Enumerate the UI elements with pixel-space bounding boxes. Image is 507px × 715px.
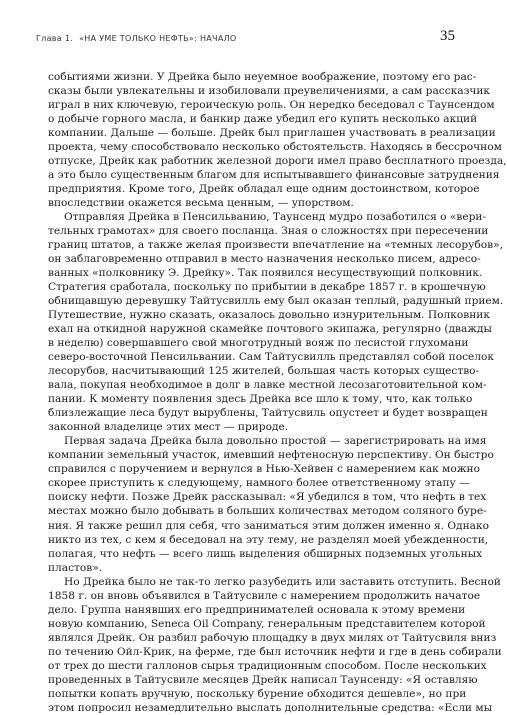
text-line: местах можно было добывать в больших количествах методом соляного буре- — [48, 505, 487, 518]
text-line: компании. Дальше — больше. Дрейк был приглашен участвовать в реализации — [48, 127, 496, 140]
text-line: новую компанию, Seneca Oil Company, генеральным представителем которой — [48, 617, 486, 630]
text-line: дело. Группа нанявших его предпринимателей основала к этому времени — [48, 603, 466, 616]
text-line: попытки копать вручную, поскольку бурение обходится дешевле», но при — [48, 687, 467, 700]
running-head — [36, 34, 237, 43]
text-line: он заблаговременно отправил в место назначения несколько писем, адресо- — [48, 253, 481, 266]
text-line: проекта, чему способствовало несколько обстоятельств. Находясь в бессрочном — [48, 141, 502, 154]
paragraph — [48, 575, 502, 715]
text-line: поиску нефти. Позже Дрейк рассказывал: «Я убедился в том, что нефть в тех — [48, 491, 487, 504]
text-line: Отправляя Дрейка в Пенсильванию, Таунсенд мудро позаботился о «вери- — [64, 211, 487, 224]
paragraph — [48, 210, 504, 434]
text-line: отпуске, Дрейк как работник железной дороги имел право бесплатного проезда, — [48, 155, 507, 168]
text-line: Первая задача Дрейка была довольно простой — зарегистрировать на имя — [64, 435, 487, 448]
text-line: границ штатов, а также желая произвести впечатление на «темных лесорубов», — [48, 239, 503, 252]
text-line: Стратегия сработала, поскольку по прибытии в декабре 1857 г. в крошечную — [48, 281, 486, 294]
text-line: 1858 г. он вновь объявился в Тайтусвиле с намерением продолжить начатое — [48, 589, 481, 602]
text-line: ния. Я также решил для себя, что заниматься этим должен именно я. Однако — [48, 519, 489, 532]
chapter-title: «НА УМЕ ТОЛЬКО НЕФТЬ»: НАЧАЛО — [79, 34, 237, 43]
text-line: от трех до шести галлонов сырья традиционным способом. После нескольких — [48, 659, 487, 672]
text-line: этом попросил незамедлительно выслать дополнительные средства: «Если мы — [48, 701, 493, 714]
chapter-label: Глава 1. — [36, 34, 74, 43]
text-line: Путешествие, нужно сказать, оказалось довольно изнурительным. Полковник — [48, 309, 490, 322]
text-line: Но Дрейка было не так-то легко разубедить или заставить отступить. Весной — [64, 575, 501, 588]
text-line: полагая, что нефть — всего лишь выделения обширных подземных угольных — [48, 547, 483, 560]
text-line: законной владелице этих мест — природе. — [48, 421, 289, 434]
text-line: справился с поручением и вернулся в Нью-Хейвен с намерением как можно — [48, 463, 480, 476]
text-line: впоследствии окажется весьма ценным, — упорством. — [48, 197, 354, 210]
text-line: компании земельный участок, имевший нефтеносную перспективу. Он быстро — [48, 449, 494, 462]
text-line: тельных грамотах» для своего посланца. Зная о сложностях при пересечении — [48, 225, 489, 238]
body-text — [48, 70, 507, 715]
text-line: пластов». — [48, 561, 103, 574]
text-line: а это было существенным благом для испытывавшего финансовые затруднения — [48, 169, 500, 182]
text-line: лесорубов, насчитывающий 125 жителей, большая часть которых существо- — [48, 365, 480, 378]
text-line: предприятия. Кроме того, Дрейк обладал еще одним достоинством, которое — [48, 183, 480, 196]
text-line: близлежащие леса будут вырублены, Тайтусвиль опустеет и будет возвращен — [48, 407, 488, 420]
text-line: ехал на откидной наружной скамейке почтового экипажа, регулярно (дважды — [48, 323, 492, 336]
text-line: вала, покупая необходимое в долг в лавке местной лесозаготовительной ком- — [48, 379, 487, 392]
text-line: играл в них ключевую, героическую роль. Он нередко беседовал с Таунсендом — [48, 99, 495, 112]
paragraph — [48, 434, 494, 574]
text-line: в неделю) совершавшего свой многотрудный вояж по лесистой глухомани — [48, 337, 469, 350]
text-line: о добыче горного масла, и банкир даже убедил его купить несколько акций — [48, 113, 478, 126]
text-line: обнищавшую деревушку Тайтусвилль ему был оказан теплый, радушный прием. — [48, 295, 504, 308]
paragraph — [48, 70, 507, 210]
text-line: по течению Ойл-Крик, на ферме, где был источник нефти и где в день собирали — [48, 645, 502, 658]
text-line: северо-восточной Пенсильвании. Сам Тайтусвилль представлял собой поселок — [48, 351, 495, 364]
text-line: являлся Дрейк. Он разбил рабочую площадку в двух милях от Тайтусвиля вниз — [48, 631, 497, 644]
text-line: скорее приступить к следующему, намного более ответственному этапу — — [48, 477, 470, 490]
text-line: никто из тех, с кем я беседовал на эту тему, не разделял моей убежденности, — [48, 533, 489, 546]
text-line: пании. К моменту появления здесь Дрейка все шло к тому, что, как только — [48, 393, 473, 406]
text-line: ванных «полковнику Э. Дрейку». Так появился несуществующий полковник. — [48, 267, 483, 280]
text-line: событиями жизни. У Дрейка было неуемное воображение, поэтому его рас- — [48, 71, 477, 83]
text-line: сказы были увлекательны и изобиловали преувеличениями, а сам рассказчик — [48, 85, 491, 98]
page-number: 35 — [440, 28, 455, 44]
text-line: проведенных в Тайтусвиле месяцев Дрейк написал Таунсенду: «Я оставляю — [48, 673, 478, 686]
